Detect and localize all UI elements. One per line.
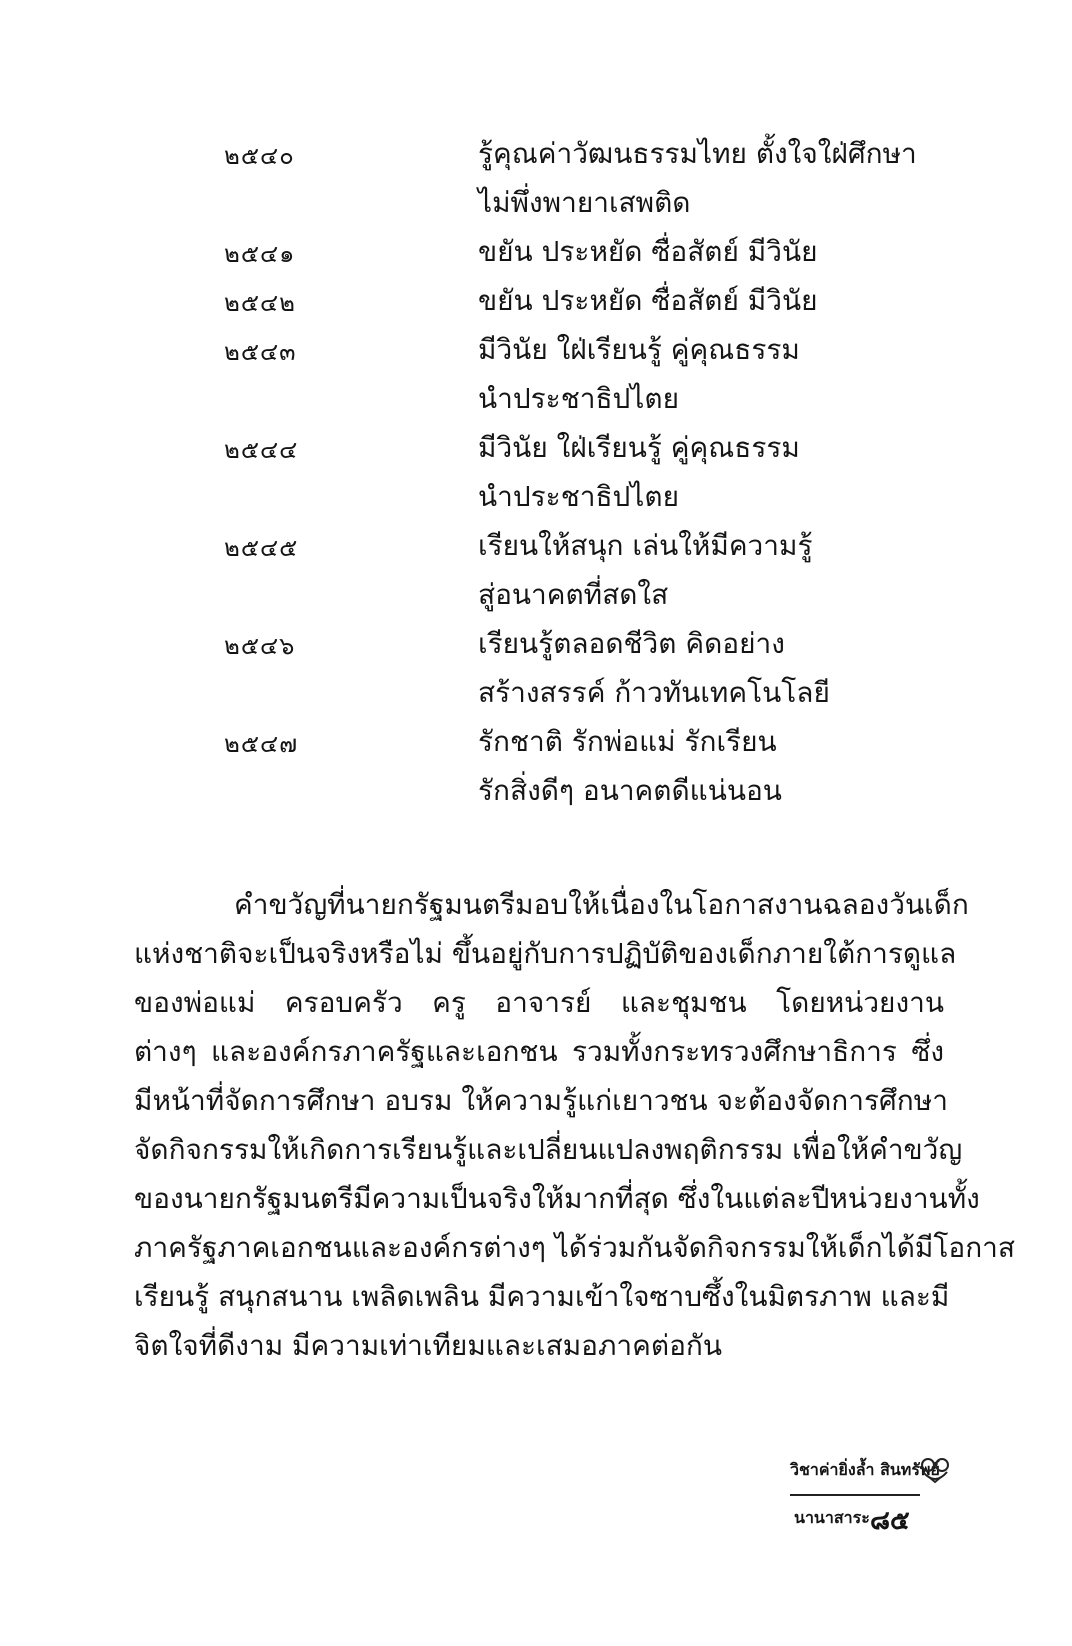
motto-year: ๒๕๔๑: [224, 240, 296, 268]
paragraph-line: จัดกิจกรรมให้เกิดการเรียนรู้และเปลี่ยนแปลงพฤติกรรม เพื่อให้คำขวัญ: [134, 1133, 963, 1166]
motto-text: นำประชาธิปไตย: [478, 382, 679, 415]
motto-text: เรียนให้สนุก เล่นให้มีความรู้: [478, 529, 813, 562]
motto-row: [0, 618, 1072, 667]
motto-year: ๒๕๔๖: [224, 632, 296, 660]
motto-row: [0, 520, 1072, 569]
paragraph-line: ของนายกรัฐมนตรีมีความเป็นจริงให้มากที่สุด ซึ่งในแต่ละปีหน่วยงานทั้ง: [134, 1182, 980, 1215]
motto-row-continued: [0, 471, 1072, 520]
motto-row-continued: [0, 667, 1072, 716]
motto-text: สู่อนาคตที่สดใส: [478, 578, 669, 611]
motto-text: สร้างสรรค์ ก้าวทันเทคโนโลยี: [478, 676, 830, 709]
motto-text: ขยัน ประหยัด ซื่อสัตย์ มีวินัย: [478, 284, 818, 317]
paragraph-line: จิตใจที่ดีงาม มีความเท่าเทียมและเสมอภาคต่อกัน: [134, 1329, 722, 1362]
motto-row: [0, 716, 1072, 765]
paragraph-line: ของพ่อแม่ ครอบครัว ครู อาจารย์ และชุมชน โดยหน่วยงาน: [134, 986, 944, 1019]
page-number: ๘๕: [870, 1506, 910, 1536]
paragraph-line: เรียนรู้ สนุกสนาน เพลิดเพลิน มีความเข้าใจซาบซึ้งในมิตรภาพ และมี: [134, 1280, 950, 1313]
paragraph-line: แห่งชาติจะเป็นจริงหรือไม่ ขึ้นอยู่กับการปฏิบัติของเด็กภายใต้การดูแล: [134, 937, 957, 970]
motto-text: เรียนรู้ตลอดชีวิต คิดอย่าง: [478, 627, 785, 660]
book-title: วิชาค่ายิ่งล้ำ สินทรัพย์: [790, 1460, 940, 1479]
book-logo-icon: [918, 1456, 952, 1486]
motto-row: [0, 128, 1072, 177]
paragraph-line: มีหน้าที่จัดการศึกษา อบรม ให้ความรู้แก่เยาวชน จะต้องจัดการศึกษา: [134, 1084, 948, 1117]
motto-year: ๒๕๔๗: [224, 730, 299, 758]
page-footer: [760, 1456, 950, 1556]
motto-row-continued: [0, 765, 1072, 814]
motto-row: [0, 275, 1072, 324]
motto-year: ๒๕๔๔: [224, 436, 299, 464]
body-paragraph: [134, 880, 1015, 1370]
motto-row-continued: [0, 373, 1072, 422]
motto-year: ๒๕๔๓: [224, 338, 297, 366]
footer-rule: [790, 1494, 920, 1496]
motto-text: มีวินัย ใฝ่เรียนรู้ คู่คุณธรรม: [478, 431, 800, 464]
motto-text: มีวินัย ใฝ่เรียนรู้ คู่คุณธรรม: [478, 333, 800, 366]
section-name: นานาสาระ: [794, 1508, 870, 1527]
motto-text: รักชาติ รักพ่อแม่ รักเรียน: [478, 725, 777, 758]
motto-text: รักสิ่งดีๆ อนาคตดีแน่นอน: [478, 774, 782, 807]
motto-text: ไม่พึ่งพายาเสพติด: [478, 186, 691, 219]
paragraph-line: ภาครัฐภาคเอกชนและองค์กรต่างๆ ได้ร่วมกันจัดกิจกรรมให้เด็กได้มีโอกาส: [134, 1231, 1015, 1264]
motto-year: ๒๕๔๐: [224, 142, 295, 170]
motto-row-continued: [0, 569, 1072, 618]
motto-text: นำประชาธิปไตย: [478, 480, 679, 513]
paragraph-line: คำขวัญที่นายกรัฐมนตรีมอบให้เนื่องในโอกาสงานฉลองวันเด็ก: [234, 888, 969, 921]
motto-text: ขยัน ประหยัด ซื่อสัตย์ มีวินัย: [478, 235, 818, 268]
motto-row: [0, 226, 1072, 275]
motto-year: ๒๕๔๒: [224, 289, 296, 317]
motto-year: ๒๕๔๕: [224, 534, 299, 562]
motto-text: รู้คุณค่าวัฒนธรรมไทย ตั้งใจใฝ่ศึกษา: [478, 137, 917, 170]
motto-list: [0, 128, 1072, 814]
motto-row: [0, 422, 1072, 471]
motto-row-continued: [0, 177, 1072, 226]
paragraph-line: ต่างๆ และองค์กรภาครัฐและเอกชน รวมทั้งกระทรวงศึกษาธิการ ซึ่ง: [134, 1035, 944, 1068]
motto-row: [0, 324, 1072, 373]
